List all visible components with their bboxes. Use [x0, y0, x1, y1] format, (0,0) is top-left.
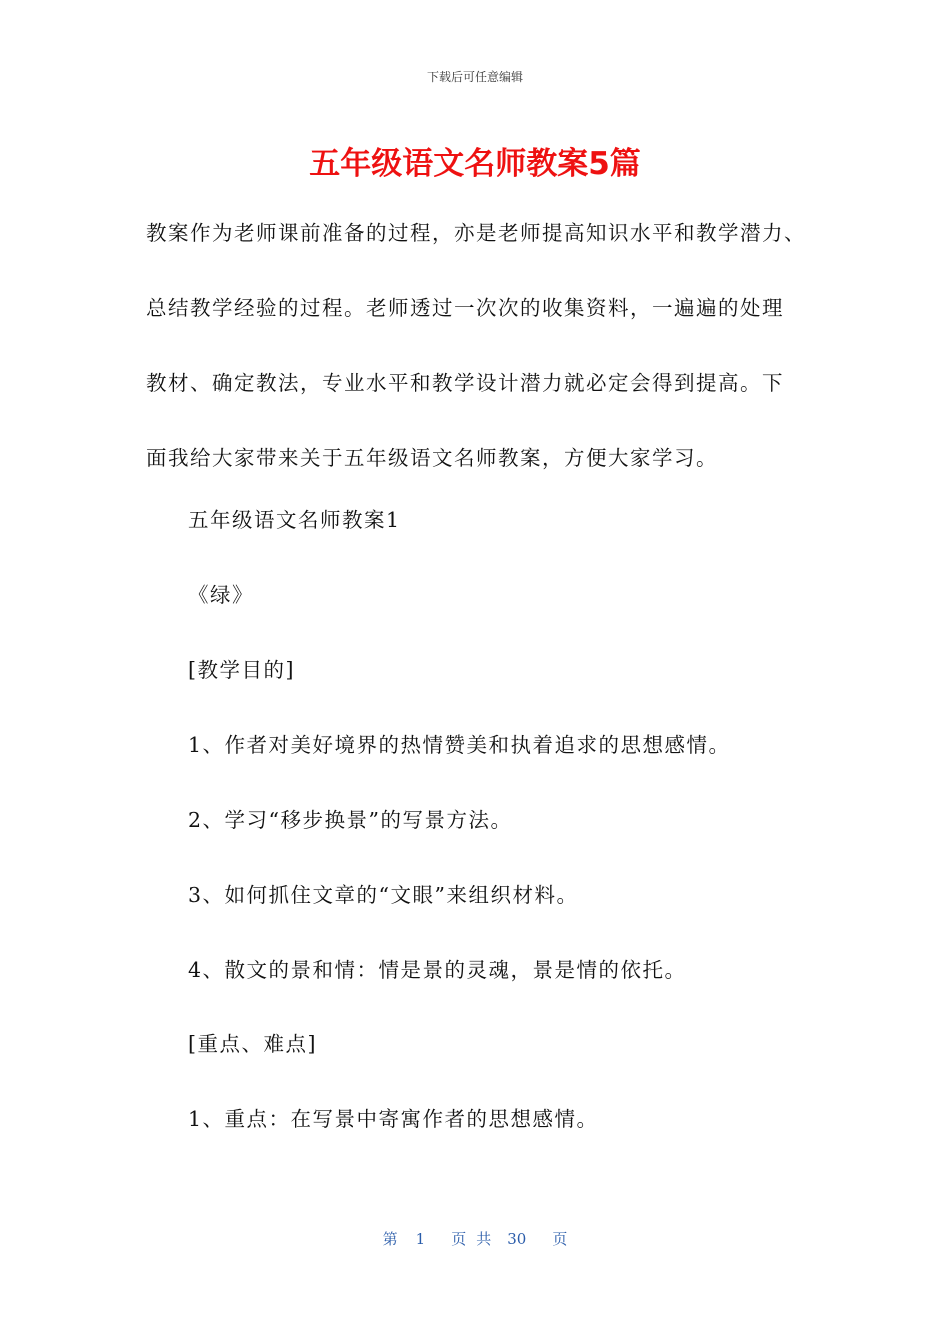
header-note: 下载后可任意编辑 — [426, 70, 523, 84]
intro-line: 总结教学经验的过程。老师透过一次次的收集资料，一遍遍的处理 — [146, 296, 784, 320]
footer-page-unit: 页 — [451, 1230, 467, 1248]
subsection-heading-keypoints: [重点、难点] — [188, 1032, 317, 1056]
intro-line: 教材、确定教法，专业水平和教学设计潜力就必定会得到提高。下 — [146, 371, 784, 395]
section-heading: 五年级语文名师教案1 — [188, 508, 401, 532]
footer-total-unit: 页 — [552, 1230, 568, 1248]
footer-total-label: 共 — [476, 1230, 492, 1248]
list-item: 2、学习“移步换景”的写景方法。 — [188, 808, 513, 832]
list-item: 4、散文的景和情：情是景的灵魂，景是情的依托。 — [188, 958, 687, 982]
intro-line: 面我给大家带来关于五年级语文名师教案，方便大家学习。 — [146, 446, 718, 470]
subsection-heading-objectives: [教学目的] — [188, 658, 295, 682]
document-title: 五年级语文名师教案5篇 — [309, 146, 641, 182]
footer-page-number: 1 — [415, 1230, 426, 1248]
intro-paragraph — [146, 196, 814, 496]
list-item: 1、作者对美好境界的热情赞美和执着追求的思想感情。 — [188, 733, 731, 757]
footer-total-pages: 30 — [507, 1230, 527, 1248]
lesson-title: 《绿》 — [188, 583, 254, 607]
footer-page-label: 第 — [382, 1230, 398, 1248]
list-item: 3、如何抓住文章的“文眼”来组织材料。 — [188, 883, 579, 907]
page-footer — [0, 1228, 950, 1249]
list-item: 1、重点：在写景中寄寓作者的思想感情。 — [188, 1107, 599, 1131]
intro-line: 教案作为老师课前准备的过程，亦是老师提高知识水平和教学潜力、 — [146, 221, 806, 245]
